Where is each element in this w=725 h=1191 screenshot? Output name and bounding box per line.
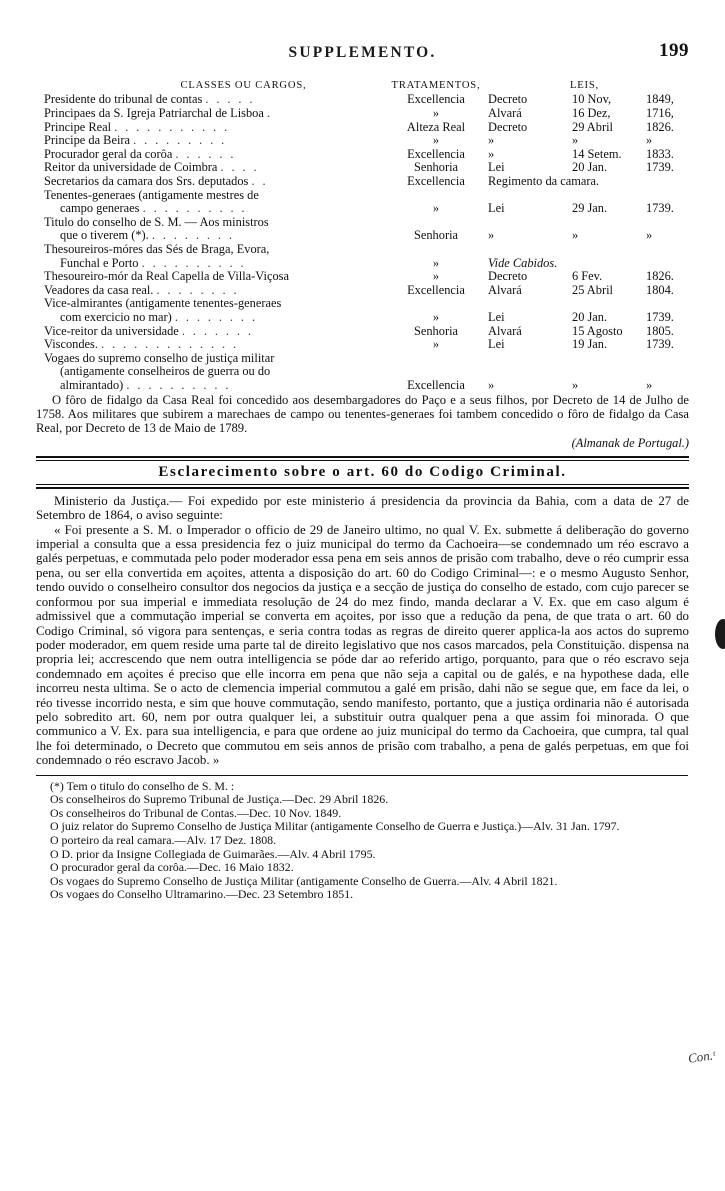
cell-tratamento: Excellencia bbox=[407, 92, 465, 107]
footnote-item: (*) Tem o titulo do conselho de S. M. : bbox=[50, 778, 235, 793]
cell-lei-kind: Decreto bbox=[488, 269, 528, 284]
footnote-item: O D. prior da Insigne Collegiada de Guimarães.—Alv. 4 Abril 1795. bbox=[50, 846, 376, 861]
cell-leaders: . . . . . . . . bbox=[174, 309, 258, 324]
cell-lei-kind: Lei bbox=[488, 160, 505, 175]
cell-lei-kind: Decreto bbox=[488, 119, 528, 134]
footnote-item: Os conselheiros do Supremo Tribunal de Justiça.—Dec. 29 Abril 1826. bbox=[50, 792, 389, 807]
cell-lei-year: » bbox=[646, 133, 653, 148]
cell-cargo: Veadores da casa real. bbox=[44, 282, 154, 297]
almanak-credit: (Almanak de Portugal.) bbox=[571, 436, 689, 451]
page-header bbox=[0, 40, 725, 72]
footnote-rule bbox=[36, 775, 688, 776]
cell-cargo: Presidente do tribunal de contas bbox=[44, 92, 203, 107]
cell-tratamento: Senhoria bbox=[413, 228, 459, 243]
cell-lei-year: 1739. bbox=[646, 337, 674, 352]
table-body bbox=[44, 93, 681, 392]
cell-lei-date: 25 Abril bbox=[572, 282, 613, 297]
cell-leaders: . . . . . . . . . . . bbox=[114, 119, 230, 134]
cell-tratamento: » bbox=[432, 133, 440, 148]
cell-lei-kind: Lei bbox=[488, 309, 505, 324]
cell-cargo: Viscondes. bbox=[44, 337, 98, 352]
cell-lei-year: 1739. bbox=[646, 309, 674, 324]
cell-lei-date: 10 Nov, bbox=[572, 92, 612, 107]
cell-cargo: Secretarios da camara dos Srs. deputados bbox=[44, 173, 249, 188]
table-row bbox=[44, 134, 681, 148]
page-number: 199 bbox=[659, 40, 689, 61]
table-row bbox=[44, 121, 681, 135]
cell-lei-year: 1804. bbox=[646, 282, 674, 297]
cell-cargo: Thesoureiro-mór da Real Capella de Villa-Viçosa bbox=[44, 269, 289, 284]
cell-lei-kind: Lei bbox=[488, 337, 505, 352]
cell-lei-kind: Lei bbox=[488, 201, 505, 216]
table-header-row bbox=[44, 78, 681, 93]
column-header-tratamentos: TRATAMENTOS, bbox=[391, 80, 481, 91]
cell-lei-date: 6 Fev. bbox=[572, 269, 603, 284]
table-row bbox=[44, 107, 681, 121]
cell-cargo-cont: campo generaes bbox=[60, 201, 140, 216]
cell-tratamento: Excellencia bbox=[407, 146, 465, 161]
foro-paragraph bbox=[36, 394, 689, 435]
cell-leaders: . . . . . bbox=[205, 92, 255, 107]
cell-tratamento: » bbox=[432, 106, 440, 120]
cell-cargo: Vice-reitor da universidade bbox=[44, 323, 179, 338]
footnote-item: Os vogaes do Conselho Ultramarino.—Dec. 23 Setembro 1851. bbox=[50, 887, 354, 902]
classes-table bbox=[44, 78, 681, 392]
cell-lei-kind: » bbox=[488, 377, 495, 392]
table-row bbox=[44, 93, 681, 107]
cell-leaders: . . . . . . bbox=[175, 146, 236, 161]
cell-lei-kind: » bbox=[488, 133, 495, 148]
cell-leaders: . . . . . . . . . . bbox=[141, 255, 247, 270]
cell-lei-kind: Regimento da camara. bbox=[488, 173, 600, 188]
cell-tratamento: » bbox=[432, 337, 440, 352]
cell-cargo: Vice-almirantes (antigamente tenentes-generaes bbox=[44, 296, 282, 311]
cell-cargo-cont2: almirantado) bbox=[60, 377, 124, 392]
cell-lei-date: 16 Dez, bbox=[572, 106, 611, 120]
cell-cargo-cont: que o tiverem (*). bbox=[60, 228, 149, 243]
cell-cargo: Procurador geral da corôa bbox=[44, 146, 173, 161]
cell-lei-year: 1805. bbox=[646, 323, 674, 338]
cell-lei-date: 29 Jan. bbox=[572, 201, 608, 216]
table-row bbox=[44, 216, 681, 243]
cell-tratamento: Excellencia bbox=[407, 173, 465, 188]
cell-tratamento: » bbox=[432, 309, 440, 324]
cell-leaders: . bbox=[266, 106, 273, 120]
table-row bbox=[44, 161, 681, 175]
cell-cargo-cont: Funchal e Porto bbox=[60, 255, 139, 270]
footnote-item: O porteiro da real camara.—Alv. 17 Dez. 1808. bbox=[50, 832, 277, 847]
table-row bbox=[44, 284, 681, 298]
cell-lei-kind: » bbox=[488, 228, 495, 243]
cell-cargo: Principe da Beira bbox=[44, 133, 131, 148]
cell-lei-kind: Vide Cabidos. bbox=[488, 255, 558, 270]
cell-cargo: Thesoureiros-móres das Sés de Braga, Evora, bbox=[44, 241, 270, 256]
cell-lei-kind: Alvará bbox=[488, 282, 522, 297]
footnote-item: O juiz relator do Supremo Conselho de Justiça Militar (antigamente Conselho de Guerra e Justiça.)—Alv. 31 Jan. 1797. bbox=[50, 819, 620, 834]
document-page bbox=[0, 40, 725, 1191]
cell-lei-year: » bbox=[646, 228, 653, 243]
section-intro: Ministerio da Justiça.— Foi expedido por este ministerio á presidencia da provincia da Bahia, com a data de 27 de Setembro de 1864, o aviso seguinte: bbox=[36, 493, 689, 523]
cell-leaders: . . . . . . . . . bbox=[133, 133, 227, 148]
cell-lei-date: 20 Jan. bbox=[572, 160, 608, 175]
cell-tratamento: » bbox=[432, 269, 440, 284]
cell-leaders: . . . . . . . . . . bbox=[126, 377, 231, 392]
cell-lei-year: 1826. bbox=[646, 119, 674, 134]
cell-tratamento: Alteza Real bbox=[406, 119, 466, 134]
table-row bbox=[44, 352, 681, 393]
cell-lei-year: 1739. bbox=[646, 201, 674, 216]
section-body bbox=[36, 494, 689, 768]
cell-cargo: Principe Real bbox=[44, 119, 112, 134]
cell-cargo: Tenentes-generaes (antigamente mestres de bbox=[44, 187, 259, 202]
cell-lei-date: 15 Agosto bbox=[572, 323, 623, 338]
cell-tratamento: Excellencia bbox=[407, 377, 465, 392]
cell-tratamento: » bbox=[432, 255, 440, 270]
cell-lei-year: 1833. bbox=[646, 146, 674, 161]
foro-text: O fôro de fidalgo da Casa Real foi concedido aos desembargadores do Paço e a seus filhos, por Decreto de 14 de Julho de 1758. Aos militares que subirem a marechaes de campo ou tenentes-generaes foi tambem concedido o fôro de fidalgo da Casa Real, por Decreto de 13 de Maio de 1789. bbox=[36, 393, 689, 435]
section-rule-bottom bbox=[36, 484, 689, 489]
table-row bbox=[44, 297, 681, 324]
cell-leaders: . . . . . . . bbox=[181, 323, 254, 338]
section-title: Esclarecimento sobre o art. 60 do Codigo Criminal. bbox=[158, 463, 567, 480]
page-edge-artifact bbox=[715, 619, 725, 649]
footnote-item: Os conselheiros do Tribunal de Contas.—Dec. 10 Nov. 1849. bbox=[50, 805, 342, 820]
footnote-item: Os vogaes do Supremo Conselho de Justiça Militar (antigamente Conselho de Guerra.—Alv. 4 Abril 1821. bbox=[50, 873, 558, 888]
cell-lei-year: 1849, bbox=[646, 92, 674, 107]
table-row bbox=[44, 243, 681, 270]
table-row bbox=[44, 175, 681, 189]
cell-lei-year: 1716, bbox=[646, 106, 674, 120]
footnotes bbox=[36, 780, 689, 902]
cell-lei-kind: » bbox=[488, 146, 495, 161]
cell-lei-year: » bbox=[646, 377, 653, 392]
cell-lei-date: 19 Jan. bbox=[572, 337, 608, 352]
cell-leaders: . . . . . . . . bbox=[156, 282, 239, 297]
margin-scribble: Con.ᵗ bbox=[686, 1047, 716, 1066]
cell-lei-date: 29 Abril bbox=[572, 119, 613, 134]
section-rule-top bbox=[36, 456, 689, 461]
cell-leaders: . . . . . . . . . . bbox=[142, 201, 248, 216]
cell-lei-year: 1826. bbox=[646, 269, 674, 284]
cell-leaders: . . bbox=[251, 173, 268, 188]
footnote-item: O procurador geral da corôa.—Dec. 16 Maio 1832. bbox=[50, 860, 294, 875]
cell-tratamento: » bbox=[432, 201, 440, 216]
cell-lei-date: 14 Setem. bbox=[572, 146, 622, 161]
cell-lei-kind: Decreto bbox=[488, 92, 528, 107]
cell-lei-date: » bbox=[572, 133, 579, 148]
table-row bbox=[44, 325, 681, 339]
cell-lei-date: » bbox=[572, 377, 579, 392]
cell-lei-year: 1739. bbox=[646, 160, 674, 175]
cell-cargo: Reitor da universidade de Coimbra bbox=[44, 160, 218, 175]
cell-cargo-cont: com exercicio no mar) bbox=[60, 309, 172, 324]
cell-leaders: . . . . . . . . . . . . . bbox=[101, 337, 239, 352]
cell-cargo: Principaes da S. Igreja Patriarchal de Lisboa bbox=[44, 106, 264, 120]
cell-lei-kind: Alvará bbox=[488, 323, 522, 338]
column-header-cargos: CLASSES OU CARGOS, bbox=[180, 80, 307, 91]
table-row bbox=[44, 148, 681, 162]
cell-lei-kind: Alvará bbox=[488, 106, 522, 120]
page-title: SUPPLEMENTO. bbox=[288, 44, 437, 61]
table-row bbox=[44, 338, 681, 352]
table-row bbox=[44, 270, 681, 284]
cell-leaders: . . . . . . . . bbox=[151, 228, 235, 243]
section-body-paragraph: « Foi presente a S. M. o Imperador o officio de 29 de Janeiro ultimo, no qual V. Ex. submette á deliberação do governo imperial a consulta que a essa presidencia fez o juiz municipal do termo da Cachoeira—se condemnado um réo escravo a galés perpetuas, e commutada pelo poder moderador essa pena em seis annos de prisão com trabalho, deve o réo cumprir essa pena, ou ser ella convertida em açoites, attenta a disposição do art. 60 do Codigo Criminal—: e o mesmo Augusto Senhor, tendo ouvido o conselheiro consultor dos negocios da justiça e a secção de justiça do conselho de estado, com cujo parecer se conformou por sua imperial e immediata resolução de 24 do mez findo, manda declarar a V. Ex. que em caso algum é admissivel que a commutação imperial se converta em açoites, por isso que a redução da pena, de que trata o art. 60 do Codigo Criminal, só vigora para sentenças, e seria contra todas as regras de direito querer applica-la aos actos do supremo poder moderador, em quem reside uma parte tal de direito legislativo que nos casos marcados, pela Constituição. dispensa na propria lei; accrescendo que nem outra intelligencia se póde dar ao referido artigo, porquanto, para que o réo escravo seja condemnado em açoites é preciso que elle incorra em pena que não seja a capital ou de galés, e na hypothese dada, elle incorreu nesta ultima. Se o acto de clemencia imperial commutou a galé em prisão, dahi não se segue que, em face da lei, o réo tivesse incorrido nesta, e sim que houve commutação, sendo manifesto, portanto, que a justiça ordinaria não é autorisada pelo sobredito art. 60, nem por outra qualquer lei, a substituir outra qualquer pena a que assim foi minorada. O que communico a V. Ex. para sua intelligencia, e para que ordene ao juiz municipal do termo da Cachoeira, que cumpra, tal qual lhe foi determinado, o Decreto que commutou em seis annos de prisão com trabalho, a pena de galés perpetuas, em que foi condemnado o réo escravo Jacob. » bbox=[36, 522, 689, 768]
cell-tratamento: Senhoria bbox=[413, 323, 459, 338]
cell-lei-date: » bbox=[572, 228, 579, 243]
cell-lei-date: 20 Jan. bbox=[572, 309, 608, 324]
cell-cargo: Vogaes do supremo conselho de justiça militar bbox=[44, 350, 275, 365]
table-row bbox=[44, 189, 681, 216]
cell-cargo-cont: (antigamente conselheiros de guerra ou do bbox=[60, 364, 271, 379]
column-header-leis: LEIS, bbox=[569, 80, 599, 91]
cell-leaders: . . . . bbox=[220, 160, 260, 175]
cell-tratamento: Excellencia bbox=[407, 282, 465, 297]
cell-tratamento: Senhoria bbox=[413, 160, 459, 175]
cell-cargo: Titulo do conselho de S. M. — Aos ministros bbox=[44, 214, 269, 229]
